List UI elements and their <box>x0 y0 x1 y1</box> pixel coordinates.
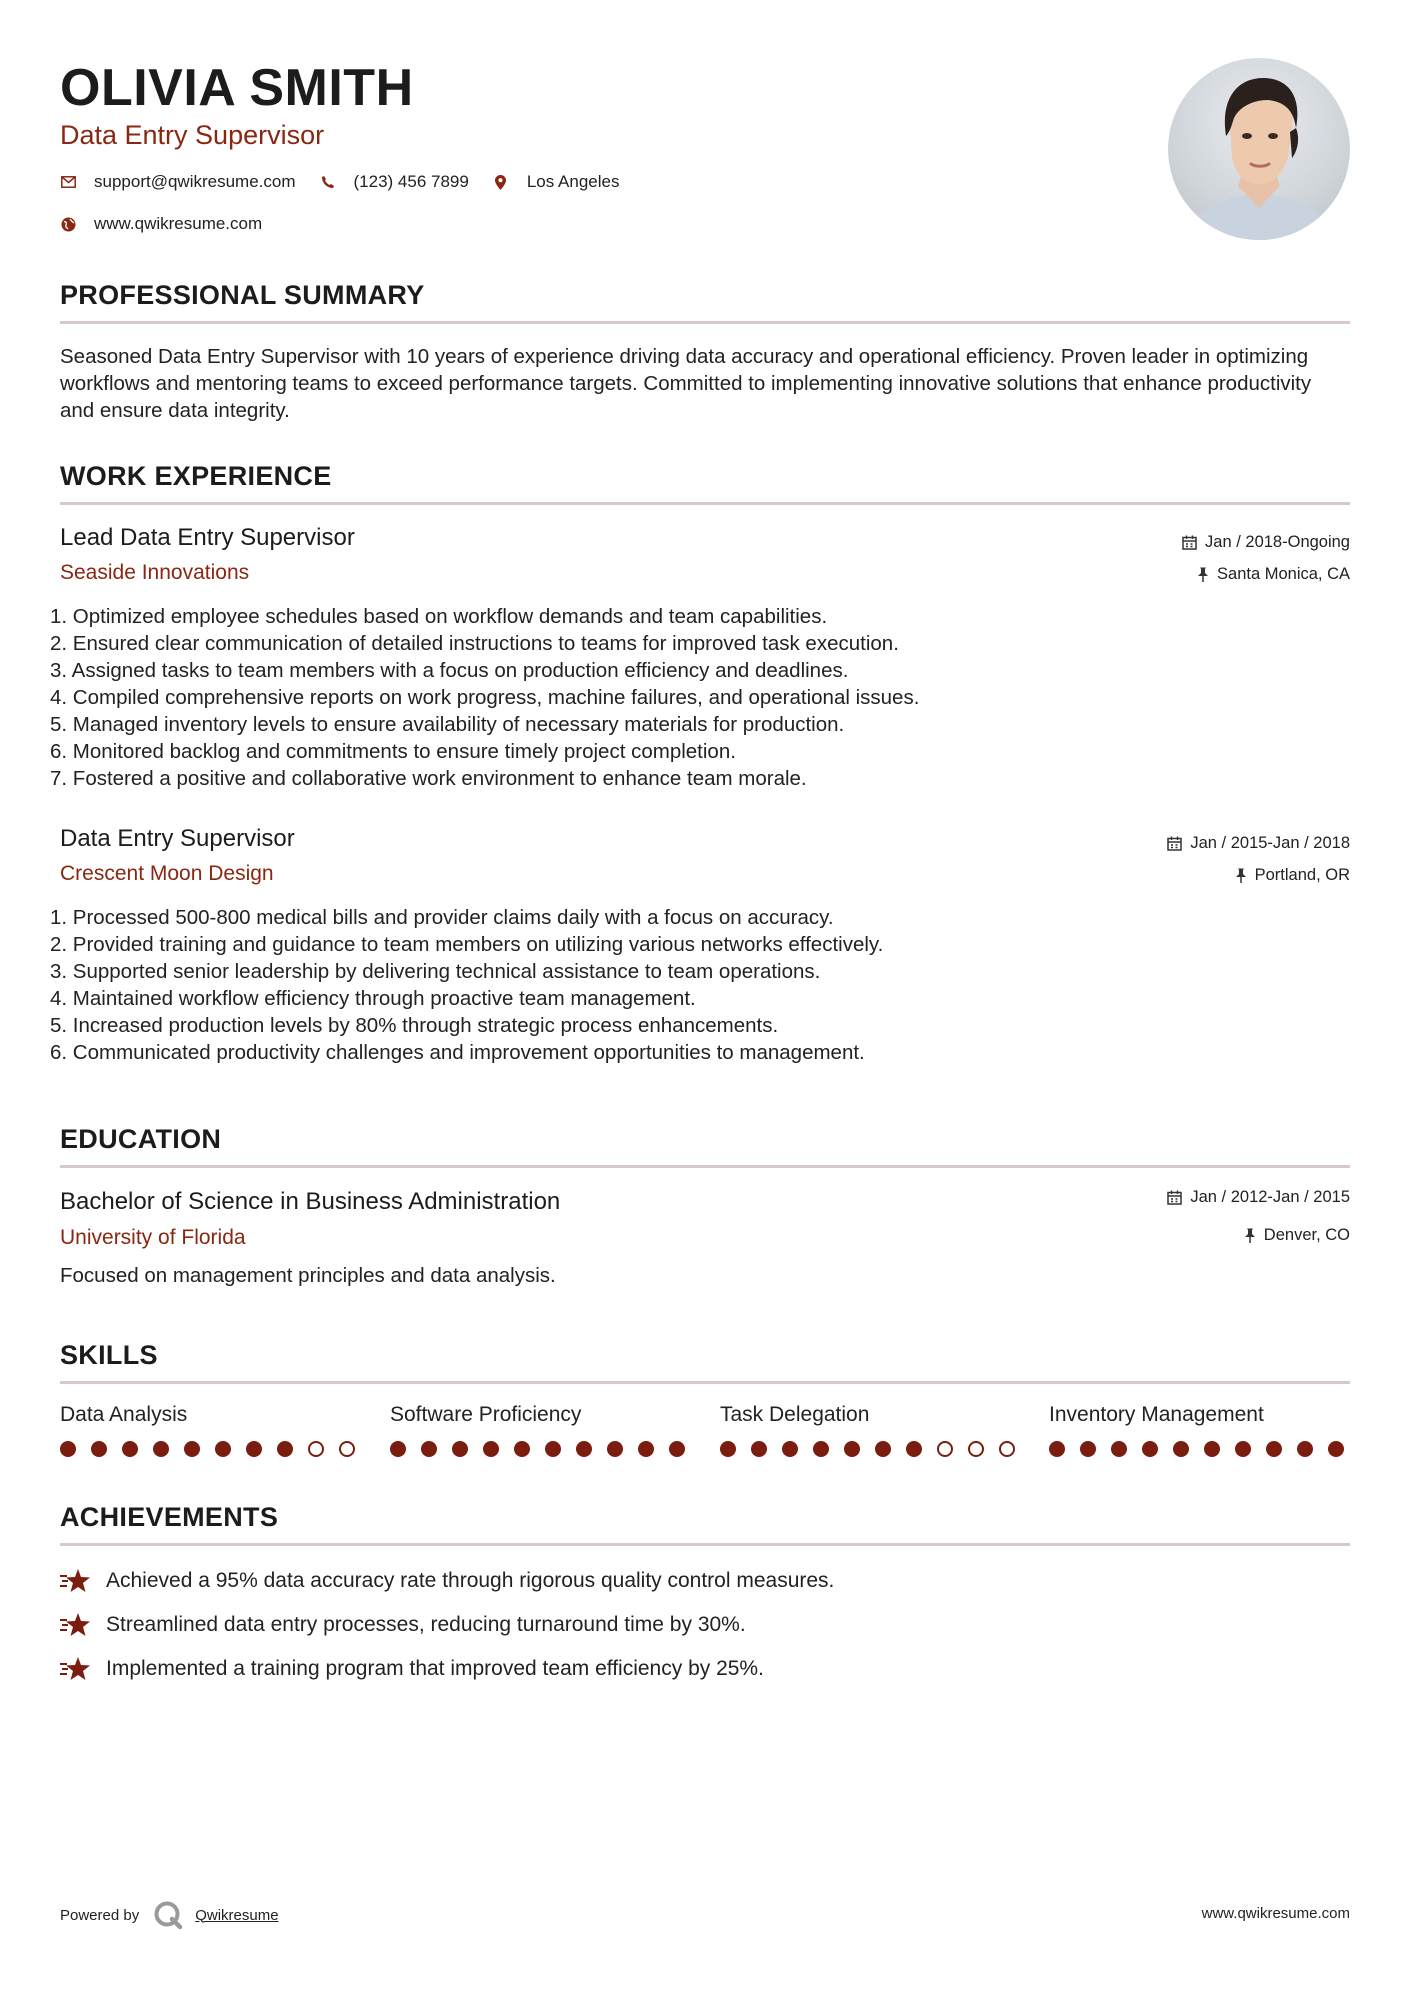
rating-dot-filled <box>1142 1441 1158 1457</box>
skill-label: Software Proficiency <box>390 1403 582 1426</box>
experience-divider <box>60 502 1350 505</box>
list-item: 7. Fostered a positive and collaborative work environment to enhance team morale. <box>50 767 807 790</box>
job-bullets <box>48 603 919 792</box>
job-location-text: Portland, OR <box>1254 866 1350 884</box>
phone-icon <box>320 175 336 189</box>
star-icon <box>60 1656 92 1682</box>
phone-text: (123) 456 7899 <box>353 172 469 191</box>
job-dates-text: Jan / 2018-Ongoing <box>1205 533 1350 551</box>
skill-rating <box>60 1441 370 1457</box>
location-text: Los Angeles <box>526 172 620 191</box>
rating-dot-filled <box>751 1441 767 1457</box>
rating-dot-filled <box>669 1441 685 1457</box>
resume-page <box>50 0 1350 1990</box>
rating-dot-empty <box>308 1441 324 1457</box>
rating-dot-empty <box>968 1441 984 1457</box>
rating-dot-filled <box>153 1441 169 1457</box>
email-text: support@qwikresume.com <box>94 172 296 191</box>
rating-dot-filled <box>246 1441 262 1457</box>
star-icon <box>60 1568 92 1594</box>
star-icon <box>60 1612 92 1638</box>
rating-dot-empty <box>339 1441 355 1457</box>
rating-dot-filled <box>813 1441 829 1457</box>
list-item: 4. Compiled comprehensive reports on work progress, machine failures, and operational issues. <box>50 686 920 709</box>
rating-dot-filled <box>906 1441 922 1457</box>
list-item: 1. Processed 500-800 medical bills and provider claims daily with a focus on accuracy. <box>50 906 834 929</box>
envelope-icon <box>60 176 76 188</box>
rating-dot-filled <box>545 1441 561 1457</box>
rating-dot-filled <box>1328 1441 1344 1457</box>
experience-heading: WORK EXPERIENCE <box>60 461 332 491</box>
footer-website[interactable]: www.qwikresume.com <box>1201 1905 1350 1922</box>
pushpin-icon <box>1235 868 1247 883</box>
rating-dot-empty <box>937 1441 953 1457</box>
summary-heading: PROFESSIONAL SUMMARY <box>60 280 425 310</box>
rating-dot-filled <box>607 1441 623 1457</box>
rating-dot-filled <box>1297 1441 1313 1457</box>
job-company: Crescent Moon Design <box>60 862 274 885</box>
education-divider <box>60 1165 1350 1168</box>
job-location <box>1235 866 1350 885</box>
rating-dot-filled <box>91 1441 107 1457</box>
skills-divider <box>60 1381 1350 1384</box>
skill-rating <box>720 1441 1030 1457</box>
achievement-text: Implemented a training program that improved team efficiency by 25%. <box>106 1657 764 1680</box>
rating-dot-filled <box>60 1441 76 1457</box>
footer-powered-by <box>60 1900 279 1930</box>
summary-divider <box>60 321 1350 324</box>
calendar-icon <box>1182 535 1197 550</box>
job-dates <box>1167 834 1350 853</box>
contact-phone[interactable] <box>320 172 469 192</box>
globe-icon <box>60 217 76 232</box>
rating-dot-filled <box>1204 1441 1220 1457</box>
rating-dot-empty <box>999 1441 1015 1457</box>
rating-dot-filled <box>782 1441 798 1457</box>
rating-dot-filled <box>483 1441 499 1457</box>
education-dates-text: Jan / 2012-Jan / 2015 <box>1190 1188 1350 1206</box>
map-pin-icon <box>493 175 509 190</box>
contact-website[interactable] <box>60 214 262 234</box>
achievements-heading: ACHIEVEMENTS <box>60 1502 279 1532</box>
rating-dot-filled <box>277 1441 293 1457</box>
rating-dot-filled <box>844 1441 860 1457</box>
rating-dot-filled <box>215 1441 231 1457</box>
list-item: 3. Assigned tasks to team members with a focus on production efficiency and deadlines. <box>50 659 849 682</box>
contact-location <box>493 172 620 192</box>
list-item: 3. Supported senior leadership by delivering technical assistance to team operations. <box>50 960 821 983</box>
rating-dot-filled <box>638 1441 654 1457</box>
rating-dot-filled <box>576 1441 592 1457</box>
achievement-text: Achieved a 95% data accuracy rate through rigorous quality control measures. <box>106 1569 835 1592</box>
pushpin-icon <box>1197 567 1209 582</box>
contact-row <box>60 172 643 192</box>
list-item: 5. Increased production levels by 80% through strategic process enhancements. <box>50 1014 779 1037</box>
achievement-item <box>60 1656 764 1682</box>
skill-label: Inventory Management <box>1049 1403 1264 1426</box>
job-title: Lead Data Entry Supervisor <box>60 524 355 551</box>
job-bullets <box>48 904 883 1066</box>
rating-dot-filled <box>514 1441 530 1457</box>
job-company: Seaside Innovations <box>60 561 250 584</box>
education-location <box>1244 1226 1350 1245</box>
list-item: 1. Optimized employee schedules based on workflow demands and team capabilities. <box>50 605 828 628</box>
skill-label: Data Analysis <box>60 1403 188 1426</box>
education-heading: EDUCATION <box>60 1124 222 1154</box>
rating-dot-filled <box>1235 1441 1251 1457</box>
job-location-text: Santa Monica, CA <box>1217 565 1350 583</box>
qwikresume-link[interactable]: Qwikresume <box>195 1906 279 1924</box>
list-item: 2. Ensured clear communication of detailed instructions to teams for improved task execution. <box>50 632 899 655</box>
rating-dot-filled <box>452 1441 468 1457</box>
job-dates <box>1182 533 1350 552</box>
achievement-item <box>60 1612 746 1638</box>
contact-email[interactable] <box>60 172 296 192</box>
rating-dot-filled <box>421 1441 437 1457</box>
rating-dot-filled <box>1049 1441 1065 1457</box>
skill-label: Task Delegation <box>720 1403 870 1426</box>
list-item: 6. Communicated productivity challenges and improvement opportunities to management. <box>50 1041 865 1064</box>
school-name: University of Florida <box>60 1226 246 1249</box>
education-description: Focused on management principles and data analysis. <box>60 1264 556 1287</box>
profile-photo <box>1168 58 1350 240</box>
achievement-text: Streamlined data entry processes, reducing turnaround time by 30%. <box>106 1613 746 1636</box>
candidate-role: Data Entry Supervisor <box>60 120 325 150</box>
education-location-text: Denver, CO <box>1263 1226 1350 1244</box>
list-item: 5. Managed inventory levels to ensure availability of necessary materials for production. <box>50 713 845 736</box>
job-location <box>1197 565 1350 584</box>
summary-text: Seasoned Data Entry Supervisor with 10 years of experience driving data accuracy and operational efficiency. Proven leader in optimizing workflows and mentoring teams to exceed performance targets. Committed to implementing innovative solutions that enhance productivity and ensure data integrity. <box>60 345 1312 422</box>
achievement-item <box>60 1568 834 1594</box>
pushpin-icon <box>1244 1228 1256 1243</box>
degree-title: Bachelor of Science in Business Administration <box>60 1188 561 1215</box>
rating-dot-filled <box>122 1441 138 1457</box>
education-dates <box>1167 1188 1350 1207</box>
skill-rating <box>1049 1441 1359 1457</box>
rating-dot-filled <box>875 1441 891 1457</box>
list-item: 2. Provided training and guidance to team members on utilizing various networks effectively. <box>50 933 884 956</box>
powered-by-text: Powered by <box>60 1906 140 1924</box>
list-item: 4. Maintained workflow efficiency through proactive team management. <box>50 987 696 1010</box>
skills-heading: SKILLS <box>60 1340 158 1370</box>
job-title: Data Entry Supervisor <box>60 825 295 852</box>
qwikresume-logo-icon <box>153 1900 183 1930</box>
calendar-icon <box>1167 836 1182 851</box>
rating-dot-filled <box>720 1441 736 1457</box>
calendar-icon <box>1167 1190 1182 1205</box>
rating-dot-filled <box>1111 1441 1127 1457</box>
website-text: www.qwikresume.com <box>94 214 263 233</box>
rating-dot-filled <box>1080 1441 1096 1457</box>
job-dates-text: Jan / 2015-Jan / 2018 <box>1190 834 1350 852</box>
rating-dot-filled <box>1266 1441 1282 1457</box>
candidate-name: OLIVIA SMITH <box>60 59 414 117</box>
rating-dot-filled <box>184 1441 200 1457</box>
rating-dot-filled <box>1173 1441 1189 1457</box>
rating-dot-filled <box>390 1441 406 1457</box>
skill-rating <box>390 1441 700 1457</box>
list-item: 6. Monitored backlog and commitments to ensure timely project completion. <box>50 740 736 763</box>
achievements-divider <box>60 1543 1350 1546</box>
